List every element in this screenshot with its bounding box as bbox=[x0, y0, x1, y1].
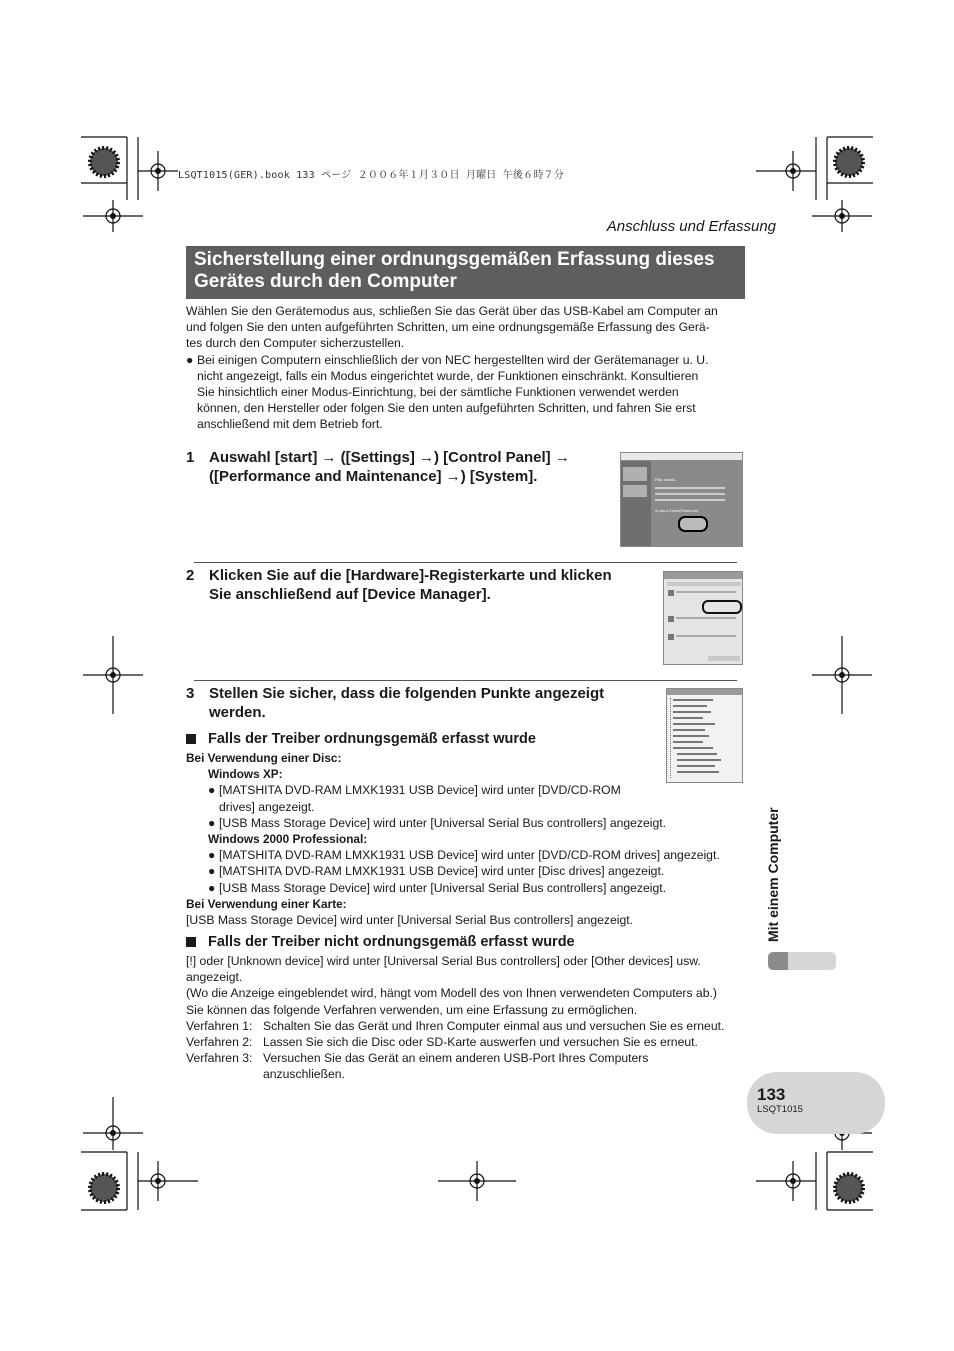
section-heading-incorrect bbox=[186, 934, 575, 950]
intro-line: tes durch den Computer sicherzustellen. bbox=[186, 336, 405, 351]
bullet-line: können, den Hersteller oder folgen Sie den unten aufgeführten Schritten, und fahren Sie erst bbox=[197, 401, 696, 416]
item-text: [USB Mass Storage Device] wird unter [Universal Serial Bus controllers] angezeigt. bbox=[219, 815, 667, 830]
page-title bbox=[186, 246, 745, 299]
screenshot-control-panel bbox=[620, 452, 743, 547]
square-bullet-icon bbox=[186, 937, 196, 947]
text-line: [!] oder [Unknown device] wird unter [Universal Serial Bus controllers] oder [Other devices] usw. bbox=[186, 954, 701, 968]
bullet-icon: ● bbox=[208, 848, 216, 863]
side-tab-label: Mit einem Computer bbox=[765, 807, 781, 942]
chapter-indicator-active bbox=[768, 952, 788, 970]
item-text: drives] angezeigt. bbox=[219, 799, 315, 814]
intro-bullet bbox=[186, 352, 751, 433]
divider bbox=[194, 562, 737, 563]
disc-label: Bei Verwendung einer Disc: bbox=[186, 751, 342, 765]
w2k-label: Windows 2000 Professional: bbox=[208, 832, 368, 847]
step-number: 1 bbox=[186, 449, 195, 466]
section-heading-correct bbox=[186, 731, 536, 747]
heading-text: Falls der Treiber ordnungsgemäß erfasst wurde bbox=[208, 731, 536, 747]
procedure-label: Verfahren 1: bbox=[186, 1018, 253, 1033]
item-text: [MATSHITA DVD-RAM LMXK1931 USB Device] wird unter [DVD/CD-ROM drives] angezeigt. bbox=[219, 848, 720, 863]
bullet-line: anschließend mit dem Betrieb fort. bbox=[197, 417, 383, 432]
text-line: angezeigt. bbox=[186, 970, 243, 985]
title-line-1: Sicherstellung einer ordnungsgemäßen Erfassung dieses bbox=[194, 249, 715, 270]
title-line-2: Gerätes durch den Computer bbox=[194, 271, 457, 292]
bullet-line: Sie hinsichtlich einer Modus-Einrichtung, bei der sämtliche Funktionen verwendet werden bbox=[197, 385, 679, 400]
step-text: Auswahl [start] → ([Settings] →) [Control Panel] → bbox=[209, 449, 570, 466]
divider bbox=[194, 680, 737, 681]
step-number: 2 bbox=[186, 567, 195, 584]
item-text: [MATSHITA DVD-RAM LMXK1931 USB Device] wird unter [Disc drives] angezeigt. bbox=[219, 864, 665, 879]
intro-paragraph bbox=[186, 303, 751, 433]
step-text: Klicken Sie auf die [Hardware]-Registerkarte und klicken bbox=[209, 567, 612, 584]
screenshot-system-properties bbox=[663, 571, 743, 665]
step-number: 3 bbox=[186, 685, 195, 702]
card-label: Bei Verwendung einer Karte: bbox=[186, 896, 347, 911]
bullet-line: Bei einigen Computern einschließlich der von NEC hergestellten wird der Gerätemanager u. U. bbox=[197, 352, 709, 367]
step-3 bbox=[186, 684, 646, 722]
item-text: [MATSHITA DVD-RAM LMXK1931 USB Device] wird unter [DVD/CD-ROM bbox=[219, 783, 621, 798]
xp-label: Windows XP: bbox=[208, 767, 283, 782]
list-item bbox=[186, 847, 756, 863]
step-2 bbox=[186, 566, 656, 604]
step-1 bbox=[186, 448, 606, 486]
page-number: 133 bbox=[757, 1085, 786, 1104]
page-code: LSQT1015 bbox=[757, 1104, 803, 1115]
bullet-icon: ● bbox=[208, 783, 216, 798]
screenshot-text: or pick a Control Panel icon bbox=[655, 509, 698, 513]
text-line: Sie können das folgende Verfahren verwenden, um eine Erfassung zu ermöglichen. bbox=[186, 1002, 638, 1017]
bullet-icon: ● bbox=[208, 880, 216, 895]
procedure-text: Schalten Sie das Gerät und Ihren Computer einmal aus und versuchen Sie es erneut. bbox=[263, 1018, 725, 1033]
section-header: Anschluss und Erfassung bbox=[606, 218, 776, 235]
procedure-row bbox=[186, 1050, 756, 1082]
screenshot-text: Pick a task... bbox=[655, 477, 678, 482]
intro-line: und folgen Sie den unten aufgeführten Schritten, um eine ordnungsgemäße Erfassung des Gerä- bbox=[186, 320, 710, 335]
side-tab bbox=[757, 790, 787, 950]
procedure-text: anzuschließen. bbox=[263, 1067, 345, 1082]
item-text: [USB Mass Storage Device] wird unter [Universal Serial Bus controllers] angezeigt. bbox=[219, 880, 667, 895]
bullet-icon: ● bbox=[208, 815, 216, 830]
procedure-label: Verfahren 3: bbox=[186, 1051, 253, 1066]
bullet-icon: ● bbox=[208, 864, 216, 879]
step-text: ([Performance and Maintenance] →) [System]. bbox=[209, 468, 538, 485]
list-item bbox=[186, 815, 756, 831]
bullet-icon: ● bbox=[186, 352, 194, 367]
procedure-row bbox=[186, 1034, 756, 1050]
list-item bbox=[186, 863, 756, 879]
heading-text: Falls der Treiber nicht ordnungsgemäß erfasst wurde bbox=[208, 934, 575, 950]
step-text: Stellen Sie sicher, dass die folgenden Punkte angezeigt bbox=[209, 685, 605, 702]
print-info: LSQT1015(GER).book 133 ページ ２００６年１月３０日 月曜日 午後６時７分 bbox=[178, 170, 564, 181]
correct-details bbox=[186, 750, 756, 928]
procedure-text: Versuchen Sie das Gerät an einem anderen USB-Port Ihres Computers bbox=[263, 1051, 649, 1066]
intro-line: Wählen Sie den Gerätemodus aus, schließen Sie das Gerät über das USB-Kabel am Computer an bbox=[186, 304, 718, 318]
card-text: [USB Mass Storage Device] wird unter [Universal Serial Bus controllers] angezeigt. bbox=[186, 913, 634, 928]
list-item bbox=[186, 880, 756, 896]
procedure-label: Verfahren 2: bbox=[186, 1035, 253, 1050]
step-text: werden. bbox=[209, 704, 266, 721]
text-line: (Wo die Anzeige eingeblendet wird, hängt vom Modell des von Ihnen verwendeten Computers ab.) bbox=[186, 986, 717, 1001]
procedure-text: Lassen Sie sich die Disc oder SD-Karte auswerfen und versuchen Sie es erneut. bbox=[263, 1035, 698, 1050]
bullet-line: nicht angezeigt, falls ein Modus eingerichtet wurde, der Funktionen einschränkt. Konsultieren bbox=[197, 368, 699, 383]
procedure-row bbox=[186, 1018, 756, 1034]
incorrect-details bbox=[186, 953, 756, 1083]
square-bullet-icon bbox=[186, 734, 196, 744]
step-text: Sie anschließend auf [Device Manager]. bbox=[209, 586, 491, 603]
list-item bbox=[186, 782, 756, 814]
